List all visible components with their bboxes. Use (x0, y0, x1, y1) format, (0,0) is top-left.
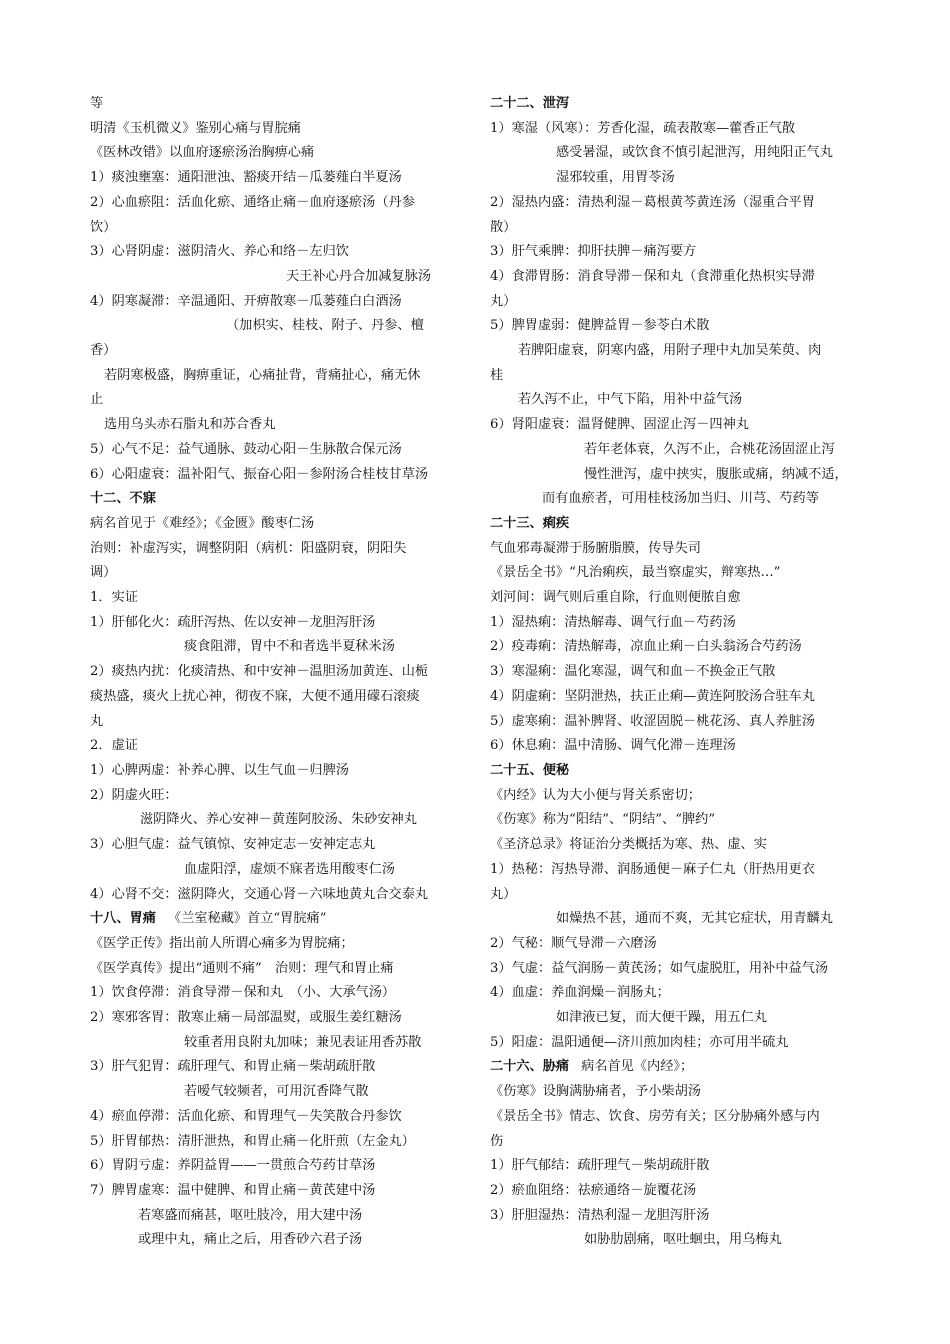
text-line (90, 314, 462, 339)
line-text: 4）血虚：养血润燥－润肠丸； (490, 985, 670, 1001)
text-line (90, 339, 462, 364)
text-line (90, 660, 462, 685)
text-line (90, 413, 462, 438)
section-heading (490, 1055, 862, 1080)
text-line (90, 92, 462, 117)
text-line (90, 512, 462, 537)
text-line (90, 611, 462, 636)
line-text: 3）心胆气虚：益气镇惊、安神定志－安神定志丸 (90, 837, 376, 853)
line-text: 等 (90, 96, 104, 111)
line-text: 如胁肋剧痛，呕吐蛔虫，用乌梅丸 (584, 1232, 782, 1248)
line-text: 4）食滞胃肠：消食导滞－保和丸（食滞重化热枳实导滞 (490, 268, 815, 284)
text-line (90, 265, 462, 290)
text-line (90, 364, 462, 389)
line-text: 丸） (490, 293, 517, 309)
line-text: 《景岳全书》“凡治痢疾，最当察虚实，辩寒热…” (490, 565, 781, 581)
text-line (490, 314, 862, 339)
text-line (490, 166, 862, 191)
text-line (90, 883, 462, 908)
text-line (490, 981, 862, 1006)
line-text: 如燥热不甚，通而不爽，无其它症状，用青麟丸 (556, 911, 833, 927)
line-text: 或理中丸，痛止之后，用香砂六君子汤 (138, 1232, 363, 1248)
text-line (90, 759, 462, 784)
line-text: 《圣济总录》将证治分类概括为寒、热、虚、实 (490, 837, 767, 853)
line-text: 若寒盛而痛甚，呕吐肢冷，用大建中汤 (138, 1207, 363, 1223)
line-text: 刘河间：调气则后重自除，行血则便脓自愈 (490, 590, 741, 606)
text-line (90, 981, 462, 1006)
line-text: 若年老体衰，久泻不止，合桃花汤固涩止泻 (584, 441, 835, 457)
line-text: 《医学正传》指出前人所谓心痛多为胃脘痛； (90, 935, 354, 951)
line-text: 伤 (490, 1133, 504, 1149)
text-line (90, 784, 462, 809)
section-heading (90, 487, 462, 512)
line-text: 病名首见于《难经》；《金匮》酸枣仁汤 (90, 515, 315, 531)
line-text: 湿邪较重，用胃苓汤 (556, 170, 675, 186)
line-text: 6）肾阳虚衰：温肾健脾、固涩止泻－四神丸 (490, 417, 749, 433)
text-line (90, 957, 462, 982)
text-line (490, 1080, 862, 1105)
line-text: 《内经》认为大小便与肾关系密切； (490, 787, 701, 803)
text-line (90, 240, 462, 265)
text-line (90, 216, 462, 241)
line-text: 3）气虚：益气润肠－黄芪汤；如气虚脱肛，用补中益气汤 (490, 960, 829, 976)
text-line (90, 710, 462, 735)
line-text: 饮） (90, 219, 117, 235)
line-text: 1．实证 (90, 590, 138, 606)
text-line (90, 1006, 462, 1031)
text-line (490, 1204, 862, 1229)
text-line (490, 784, 862, 809)
text-line (490, 660, 862, 685)
line-text: 2．虚证 (90, 738, 138, 754)
text-line (90, 1080, 462, 1105)
line-text: 《医学真传》提出“通则不痛” 治则：理气和胃止痛 (90, 960, 394, 976)
line-text: 4）阴虚痢：坚阴泄热，扶正止痢—黄连阿胶汤合驻车丸 (490, 688, 815, 704)
line-text: 5）阳虚：温阳通便—济川煎加肉桂；亦可用半硫丸 (490, 1034, 789, 1050)
text-line (90, 1179, 462, 1204)
heading-note: 病名首见《内经》； (581, 1059, 694, 1075)
text-line (490, 537, 862, 562)
line-text: 6）心阳虚衰：温补阳气、振奋心阳－参附汤合桂枝甘草汤 (90, 466, 429, 482)
line-text: 5）脾胃虚弱：健脾益胃－参苓白术散 (490, 318, 710, 334)
text-line (490, 586, 862, 611)
text-line (490, 290, 862, 315)
line-text: 2）痰热内扰：化痰清热、和中安神－温胆汤加黄连、山栀 (90, 664, 429, 680)
heading-text: 二十六、胁痛 (490, 1059, 570, 1075)
text-line (490, 957, 862, 982)
text-line (490, 561, 862, 586)
line-text: 《医林改错》以血府逐瘀汤治胸痹心痛 (90, 145, 315, 161)
text-line (90, 858, 462, 883)
text-line (90, 734, 462, 759)
line-text: 5）心气不足：益气通脉、鼓动心阳－生脉散合保元汤 (90, 441, 402, 457)
line-text: 明清《玉机微义》鉴别心痛与胃脘痛 (90, 120, 301, 136)
text-line (490, 141, 862, 166)
text-line (490, 907, 862, 932)
line-text: 6）休息痢：温中清肠、调气化滞－连理汤 (490, 738, 736, 754)
line-text: 痰食阻滞，胃中不和者选半夏秫米汤 (184, 639, 395, 655)
line-text: 1）热秘：泻热导滞、润肠通便－麻子仁丸（肝热用更衣 (490, 861, 815, 877)
text-line (490, 191, 862, 216)
line-text: 较重者用良附丸加味；兼见表证用香苏散 (184, 1034, 422, 1050)
text-line (490, 413, 862, 438)
line-text: 1）寒湿（风寒）：芳香化湿，疏表散寒—藿香正气散 (490, 120, 796, 136)
text-line (490, 611, 862, 636)
line-text: 而有血瘀者，可用桂枝汤加当归、川芎、芍药等 (542, 491, 819, 507)
text-line (490, 833, 862, 858)
line-text: 2）心血瘀阻：活血化瘀、通络止痛－血府逐瘀汤（丹参 (90, 194, 415, 210)
line-text: 气血邪毒凝滞于肠腑脂膜，传导失司 (490, 540, 701, 556)
line-text: 6）胃阴亏虚：养阴益胃——一贯煎合芍药甘草汤 (90, 1158, 376, 1174)
text-line (490, 710, 862, 735)
line-text: 感受暑湿，或饮食不慎引起泄泻，用纯阳正气丸 (556, 145, 833, 161)
line-text: 选用乌头赤石脂丸和苏合香丸 (104, 417, 276, 433)
line-text: 丸） (490, 886, 517, 902)
text-line (490, 339, 862, 364)
line-text: 2）气秘：顺气导滞－六磨汤 (490, 935, 657, 951)
text-line (490, 388, 862, 413)
text-line (90, 586, 462, 611)
line-text: 1）心脾两虚：补养心脾、以生气血－归脾汤 (90, 762, 349, 778)
text-line (90, 463, 462, 488)
line-text: 2）寒邪客胃：散寒止痛－局部温熨，或服生姜红糖汤 (90, 1010, 402, 1026)
line-text: 若阴寒极盛，胸痹重证，心痛扯背，背痛扯心，痛无休 (104, 367, 421, 383)
line-text: 如津液已复，而大便干躁，用五仁丸 (556, 1010, 767, 1026)
text-line (90, 537, 462, 562)
line-text: 若嗳气较频者，可用沉香降气散 (184, 1084, 369, 1100)
text-line (490, 685, 862, 710)
text-line (490, 1031, 862, 1056)
line-text: 香） (90, 343, 117, 359)
section-heading (490, 92, 862, 117)
text-line (490, 216, 862, 241)
line-text: 4）瘀血停滞：活血化瘀、和胃理气－失笑散合丹参饮 (90, 1108, 402, 1124)
line-text: 若久泻不止，中气下陷，用补中益气汤 (518, 392, 743, 408)
line-text: 2）瘀血阻络：祛瘀通络－旋覆花汤 (490, 1182, 697, 1198)
text-line (90, 166, 462, 191)
line-text: 治则：补虚泻实，调整阴阳（病机：阳盛阴衰，阴阳失 (90, 540, 407, 556)
text-line (90, 932, 462, 957)
text-line (490, 1179, 862, 1204)
text-line (90, 438, 462, 463)
text-line (90, 191, 462, 216)
line-text: 3）肝气犯胃：疏肝理气、和胃止痛－柴胡疏肝散 (90, 1059, 376, 1075)
line-text: 2）疫毒痢：清热解毒，凉血止痢－白头翁汤合芍药汤 (490, 639, 802, 655)
text-line (490, 240, 862, 265)
line-text: 慢性泄泻，虚中挟实，腹胀或痛，纳减不适， (584, 466, 848, 482)
text-line (490, 734, 862, 759)
line-text: 痰热盛，痰火上扰心神，彻夜不寐，大便不通用礞石滚痰 (90, 688, 420, 704)
text-line (490, 487, 862, 512)
line-text: 2）湿热内盛：清热利湿－葛根黄芩黄连汤（湿重合平胃 (490, 194, 815, 210)
text-line (90, 1105, 462, 1130)
text-line (490, 1130, 862, 1155)
line-text: 《景岳全书》情志、饮食、房劳有关；区分胁痛外感与内 (490, 1108, 820, 1124)
text-line (490, 463, 862, 488)
line-text: 1）湿热痢：清热解毒、调气行血－芍药汤 (490, 614, 736, 630)
line-text: 3）心肾阴虚：滋阴清火、养心和络－左归饮 (90, 244, 349, 260)
section-heading (90, 907, 462, 932)
text-line (90, 117, 462, 142)
line-text: 止 (90, 392, 104, 408)
line-text: 5）肝胃郁热：清肝泄热，和胃止痛－化肝煎（左金丸） (90, 1133, 415, 1149)
line-text: 7）脾胃虚寒：温中健脾、和胃止痛－黄芪建中汤 (90, 1182, 376, 1198)
line-text: 散） (490, 219, 517, 235)
line-text: 1）肝气郁结：疏肝理气－柴胡疏肝散 (490, 1158, 710, 1174)
text-line (490, 635, 862, 660)
text-line (90, 1031, 462, 1056)
heading-text: 二十二、泄泻 (490, 96, 570, 111)
line-text: 1）饮食停滞：消食导滞－保和丸 （小、大承气汤） (90, 985, 396, 1001)
text-line (490, 883, 862, 908)
line-text: 3）肝胆湿热：清热利湿－龙胆泻肝汤 (490, 1207, 710, 1223)
section-heading (490, 759, 862, 784)
text-line (90, 1204, 462, 1229)
line-text: 2）阴虚火旺： (90, 787, 178, 803)
text-line (90, 290, 462, 315)
line-text: 4）心肾不交：滋阴降火，交通心肾－六味地黄丸合交泰丸 (90, 886, 429, 902)
line-text: 调） (90, 565, 117, 581)
text-line (90, 561, 462, 586)
text-line (90, 141, 462, 166)
text-line (490, 858, 862, 883)
heading-text: 十二、不寐 (90, 491, 156, 507)
line-text: 3）寒湿痢：温化寒湿，调气和血－不换金正气散 (490, 664, 776, 680)
text-line (490, 117, 862, 142)
line-text: 桂 (490, 367, 504, 383)
line-text: 《伤寒》设胸满胁痛者，予小柴胡汤 (490, 1084, 701, 1100)
text-line (90, 1154, 462, 1179)
text-line (490, 1006, 862, 1031)
heading-note: 《兰室秘藏》首立“胃脘痛” (167, 911, 327, 927)
section-heading (490, 512, 862, 537)
line-text: 若脾阳虚衰，阴寒内盛，用附子理中丸加吴茱萸、肉 (518, 343, 822, 359)
text-line (490, 1228, 862, 1253)
heading-text: 二十五、便秘 (490, 762, 570, 778)
text-line (90, 808, 462, 833)
text-line (490, 438, 862, 463)
right-column (490, 92, 862, 1253)
line-text: 丸 (90, 713, 104, 729)
text-line (490, 1154, 862, 1179)
text-line (490, 265, 862, 290)
line-text: 1）痰浊壅塞：通阳泄浊、豁痰开结－瓜蒌薤白半夏汤 (90, 170, 402, 186)
text-line (90, 1055, 462, 1080)
text-line (90, 1130, 462, 1155)
text-line (90, 833, 462, 858)
heading-text: 二十三、痢疾 (490, 515, 570, 531)
text-line (490, 808, 862, 833)
text-line (90, 685, 462, 710)
text-line (490, 932, 862, 957)
line-text: 天王补心丹合加减复脉汤 (286, 268, 432, 284)
text-line (90, 635, 462, 660)
text-line (90, 1228, 462, 1253)
line-text: 滋阴降火、养心安神－黄莲阿胶汤、朱砂安神丸 (140, 812, 417, 828)
line-text: 血虚阳浮，虚烦不寐者选用酸枣仁汤 (184, 861, 395, 877)
line-text: （加枳实、桂枝、附子、丹参、檀 (226, 318, 424, 334)
text-line (490, 364, 862, 389)
line-text: 3）肝气乘脾：抑肝扶脾－痛泻要方 (490, 244, 697, 260)
line-text: 1）肝郁化火：疏肝泻热、佐以安神－龙胆泻肝汤 (90, 614, 376, 630)
line-text: 5）虚寒痢：温补脾肾、收涩固脱－桃花汤、真人养脏汤 (490, 713, 815, 729)
line-text: 《伤寒》称为“阳结”、“阴结”、“脾约” (490, 812, 716, 828)
heading-text: 十八、胃痛 (90, 911, 156, 927)
left-column (90, 92, 462, 1253)
text-line (90, 388, 462, 413)
text-line (490, 1105, 862, 1130)
line-text: 4）阴寒凝滞：辛温通阳、开痹散寒－瓜蒌薤白白酒汤 (90, 293, 402, 309)
